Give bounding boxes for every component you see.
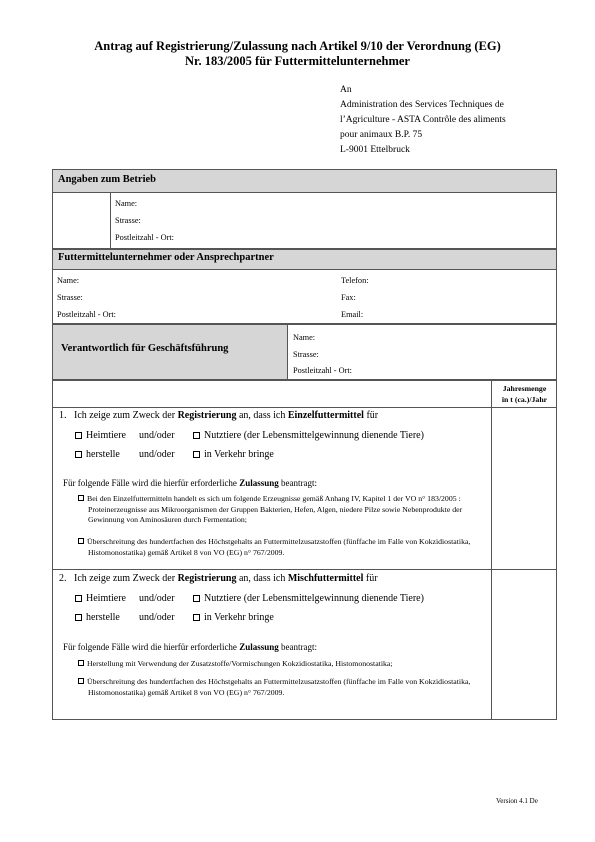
checkbox-icon[interactable] [75, 432, 82, 439]
checkbox-icon[interactable] [78, 538, 84, 544]
address-line: L-9001 Ettelbruck [340, 145, 410, 155]
verantwortlich-strasse-field[interactable]: Strasse: [293, 350, 319, 359]
betrieb-header: Angaben zum Betrieb [58, 174, 156, 185]
checkbox-icon[interactable] [78, 678, 84, 684]
section1-case1-option[interactable]: Bei den Einzelfuttermitteln handelt es sich um folgende Erzeugnisse gemäß Anhang IV, Kapitel 1 der VO n° 183/2005 : Proteinerzeugnisse aus Mikroorganismen der Gruppen Bakterien, Hefen, Algen, niedere Pilze sowie Nebenprodukte der Gewinnung von Aminosäuren durch Fermentation; [78, 494, 488, 526]
und-oder-text: und/oder [139, 449, 175, 460]
section2-case1-option[interactable]: Herstellung mit Verwendung der Zusatzstoffe/Vormischungen Kokzidiostatika, Histomonostatika; [78, 659, 488, 670]
jahresmenge-header: Jahresmenge in t (ca.)/Jahr [501, 384, 548, 404]
unternehmer-box [52, 249, 557, 324]
betrieb-ort-field[interactable]: Postleitzahl - Ort: [115, 233, 174, 242]
address-line: An [340, 85, 352, 95]
section2-herstelle-option[interactable]: herstelle [75, 612, 120, 623]
unternehmer-strasse-field[interactable]: Strasse: [57, 293, 83, 302]
section1-case2-option[interactable]: Überschreitung des hundertfachen des Höchstgehalts an Futtermittelzusatzstoffen (fünffache im Falle von Kokzidiostatika, Histomonostatika) gemäß Artikel 8 von VO (EG) n° 767/2009. [78, 537, 488, 558]
page-title [0, 39, 595, 69]
title-line-1: Antrag auf Registrierung/Zulassung nach Artikel 9/10 der Verordnung (EG) [94, 39, 501, 53]
section2-nutztiere-option[interactable]: Nutztiere (der Lebensmittelgewinnung dienende Tiere) [193, 593, 424, 604]
section2-verkehr-option[interactable]: in Verkehr bringe [193, 612, 274, 623]
title-line-2: Nr. 183/2005 für Futtermittelunternehmer [185, 54, 410, 68]
unternehmer-fax-field[interactable]: Fax: [341, 293, 356, 302]
recipient-address [340, 83, 506, 158]
section2-statement: 2. Ich zeige zum Zweck der Registrierung an, dass ich Mischfuttermittel für [59, 573, 378, 584]
und-oder-text: und/oder [139, 593, 175, 604]
jahresmenge-input-2[interactable] [492, 570, 556, 719]
address-line: Administration des Services Techniques de [340, 100, 504, 110]
verantwortlich-ort-field[interactable]: Postleitzahl - Ort: [293, 366, 352, 375]
verantwortlich-header: Verantwortlich für Geschäftsführung [61, 343, 229, 354]
section2-case2-option[interactable]: Überschreitung des hundertfachen des Höchstgehalts an Futtermittelzusatzstoffen (fünffache im Falle von Kokzidiostatika, Histomonostatika) gemäß Artikel 8 von VO (EG) n° 767/2009. [78, 677, 488, 698]
checkbox-icon[interactable] [193, 614, 200, 621]
section1-nutztiere-option[interactable]: Nutztiere (der Lebensmittelgewinnung dienende Tiere) [193, 430, 424, 441]
und-oder-text: und/oder [139, 612, 175, 623]
unternehmer-email-field[interactable]: Email: [341, 310, 364, 319]
checkbox-icon[interactable] [193, 595, 200, 602]
unternehmer-telefon-field[interactable]: Telefon: [341, 276, 369, 285]
section1-statement: 1. Ich zeige zum Zweck der Registrierung an, dass ich Einzelfuttermittel für [59, 410, 379, 421]
jahresmenge-input-1[interactable] [492, 408, 556, 568]
section1-heimtiere-option[interactable]: Heimtiere [75, 430, 126, 441]
address-line: l’Agriculture - ASTA Contrôle des aliments [340, 115, 506, 125]
betrieb-strasse-field[interactable]: Strasse: [115, 216, 141, 225]
checkbox-icon[interactable] [78, 660, 84, 666]
checkbox-icon[interactable] [193, 451, 200, 458]
checkbox-icon[interactable] [75, 451, 82, 458]
section1-verkehr-option[interactable]: in Verkehr bringe [193, 449, 274, 460]
section2-heimtiere-option[interactable]: Heimtiere [75, 593, 126, 604]
checkbox-icon[interactable] [193, 432, 200, 439]
section1-herstelle-option[interactable]: herstelle [75, 449, 120, 460]
checkbox-icon[interactable] [78, 495, 84, 501]
unternehmer-ort-field[interactable]: Postleitzahl - Ort: [57, 310, 116, 319]
und-oder-text: und/oder [139, 430, 175, 441]
unternehmer-header: Futtermittelunternehmer oder Ansprechpartner [58, 252, 274, 263]
section2-zulassung-text: Für folgende Fälle wird die hierfür erforderliche Zulassung beantragt: [63, 642, 317, 652]
betrieb-name-field[interactable]: Name: [115, 199, 138, 208]
checkbox-icon[interactable] [75, 614, 82, 621]
checkbox-icon[interactable] [75, 595, 82, 602]
address-line: pour animaux B.P. 75 [340, 130, 423, 140]
verantwortlich-name-field[interactable]: Name: [293, 333, 316, 342]
unternehmer-name-field[interactable]: Name: [57, 276, 80, 285]
section1-zulassung-text: Für folgende Fälle wird die hierfür erforderliche Zulassung beantragt: [63, 478, 317, 488]
version-label: Version 4.1 De [496, 797, 538, 805]
